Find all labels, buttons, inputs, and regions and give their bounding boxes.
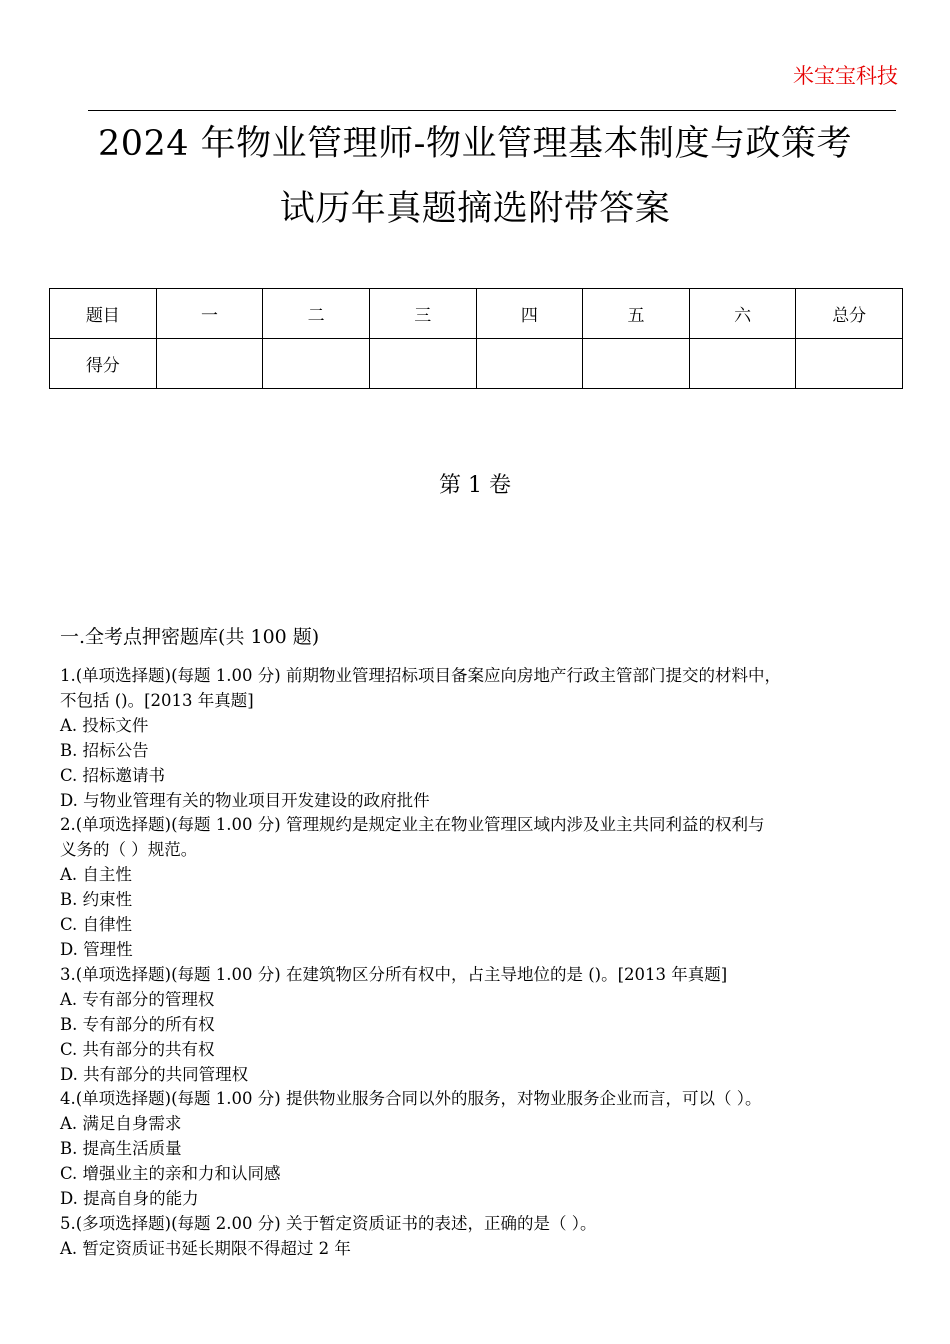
option: A. 满足自身需求 xyxy=(60,1114,182,1134)
score-table xyxy=(49,288,903,389)
option: C. 自律性 xyxy=(60,915,133,935)
title-line-1: 2024 年物业管理师-物业管理基本制度与政策考 xyxy=(97,124,853,164)
score-cell: 五 xyxy=(583,289,690,339)
option: A. 暂定资质证书延长期限不得超过 2 年 xyxy=(60,1238,351,1258)
option: B. 专有部分的所有权 xyxy=(60,1014,215,1034)
option: A. 专有部分的管理权 xyxy=(60,989,215,1009)
question-3 xyxy=(60,963,910,1088)
score-cell: 一 xyxy=(156,289,263,339)
score-entry-cell xyxy=(263,339,370,389)
score-entry-cell xyxy=(583,339,690,389)
option: B. 提高生活质量 xyxy=(60,1139,182,1159)
score-table-header-row xyxy=(50,289,903,339)
option: D. 共有部分的共同管理权 xyxy=(60,1064,249,1084)
option: B. 招标公告 xyxy=(60,740,149,760)
score-entry-cell xyxy=(796,339,903,389)
score-entry-cell xyxy=(689,339,796,389)
question-4 xyxy=(60,1087,910,1212)
option: C. 共有部分的共有权 xyxy=(60,1039,215,1059)
score-cell: 二 xyxy=(263,289,370,339)
option: D. 提高自身的能力 xyxy=(60,1189,199,1209)
question-2 xyxy=(60,813,910,962)
score-entry-cell xyxy=(369,339,476,389)
option: D. 与物业管理有关的物业项目开发建设的政府批件 xyxy=(60,790,430,810)
question-1 xyxy=(60,664,910,813)
option: C. 招标邀请书 xyxy=(60,765,166,785)
volume-heading: 第 1 卷 xyxy=(439,473,511,498)
section-title: 一.全考点押密题库(共 100 题) xyxy=(60,626,320,648)
score-cell: 三 xyxy=(369,289,476,339)
question-stem: 1.(单项选择题)(每题 1.00 分) 前期物业管理招标项目备案应向房地产行政主管部门提交的材料中， xyxy=(60,666,781,685)
option: A. 投标文件 xyxy=(60,715,149,735)
score-entry-cell xyxy=(476,339,583,389)
title-line-2: 试历年真题摘选附带答案 xyxy=(279,189,671,229)
header-brand: 米宝宝科技 xyxy=(793,64,898,88)
option: D. 管理性 xyxy=(60,939,133,959)
score-cell: 得分 xyxy=(50,339,157,389)
score-entry-cell xyxy=(156,339,263,389)
document-title xyxy=(40,112,910,242)
score-cell: 题目 xyxy=(50,289,157,339)
score-cell: 六 xyxy=(689,289,796,339)
question-stem: 2.(单项选择题)(每题 1.00 分) 管理规约是规定业主在物业管理区域内涉及业主共同利益的权利与 xyxy=(60,815,765,835)
score-cell: 总分 xyxy=(796,289,903,339)
question-5 xyxy=(60,1212,910,1262)
question-stem: 3.(单项选择题)(每题 1.00 分) 在建筑物区分所有权中，占主导地位的是 ()。[2013 年真题] xyxy=(60,964,728,984)
score-table-score-row xyxy=(50,339,903,389)
score-cell: 四 xyxy=(476,289,583,339)
question-stem: 不包括 ()。[2013 年真题] xyxy=(60,690,254,710)
question-stem: 4.(单项选择题)(每题 1.00 分) 提供物业服务合同以外的服务，对物业服务企业而言，可以（ ）。 xyxy=(60,1089,762,1109)
question-stem: 5.(多项选择题)(每题 2.00 分) 关于暂定资质证书的表述，正确的是（ ）。 xyxy=(60,1213,597,1233)
header-rule xyxy=(88,110,896,111)
option: A. 自主性 xyxy=(60,865,132,885)
question-list xyxy=(60,664,910,1262)
question-stem: 义务的（ ）规范。 xyxy=(60,840,198,860)
option: B. 约束性 xyxy=(60,890,133,910)
option: C. 增强业主的亲和力和认同感 xyxy=(60,1164,281,1184)
